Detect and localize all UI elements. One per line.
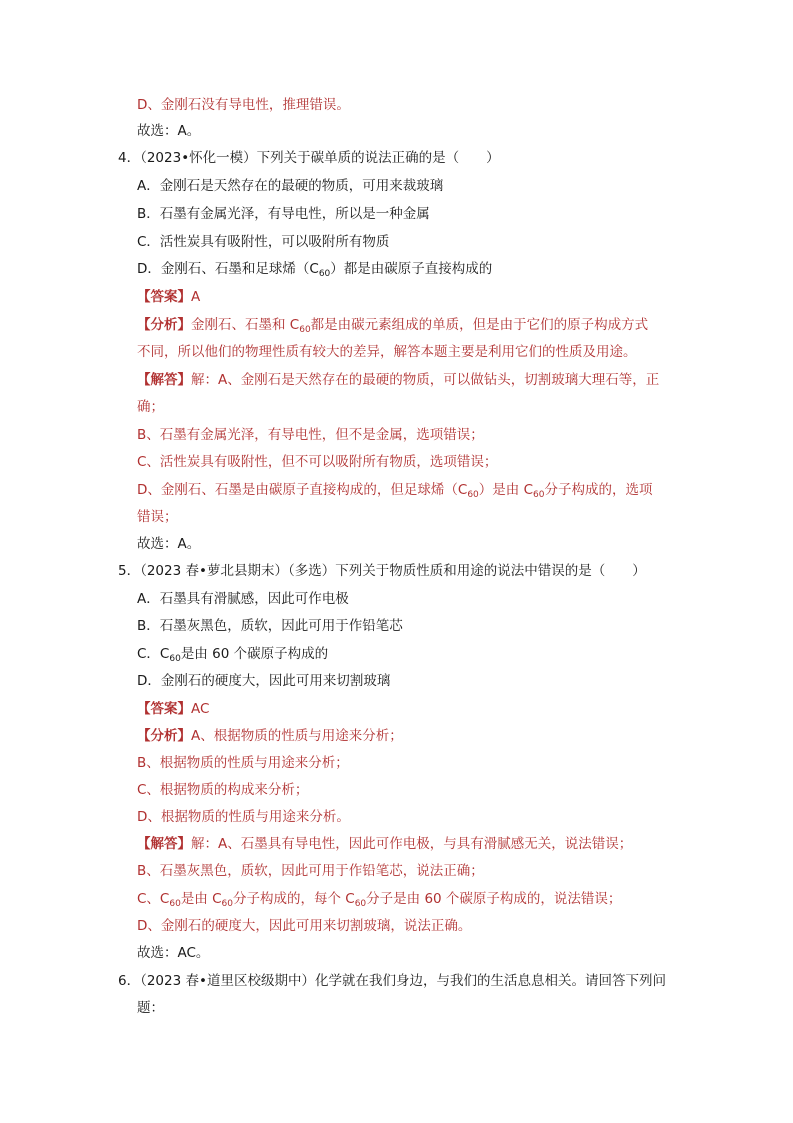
answer-tag: 【答案】	[137, 701, 191, 717]
q5-result: 故选：AC。	[137, 945, 210, 961]
q5-solution-b: B、石墨灰黑色，质软，因此可用于作铅笔芯，说法正确；	[137, 863, 484, 879]
q5-analysis-d: D、根据物质的性质与用途来分析。	[137, 809, 350, 825]
q5-analysis-c: C、根据物质的构成来分析；	[137, 782, 309, 798]
q4-analysis-1-sub: 60	[299, 325, 311, 335]
q5-option-d: D．金刚石的硬度大，因此可用来切割玻璃	[137, 673, 391, 689]
q5-solution-c-sub3: 60	[354, 899, 367, 909]
q5-solution-c-sub2: 60	[221, 899, 233, 909]
q5-solution-c-sub1: 60	[169, 899, 181, 909]
q5-solution-c-mid2: 分子构成的，每个 C	[232, 891, 355, 907]
q4-solution-line2: 确；	[137, 399, 164, 415]
q5-solution-a	[137, 834, 632, 854]
q3-solution-d: D、金刚石没有导电性，推理错误。	[137, 97, 350, 113]
q4-analysis-line2: 不同，所以他们的物理性质有较大的差异，解答本题主要是利用它们的性质及用途。	[137, 344, 637, 360]
solution-tag: 【解答】	[137, 372, 191, 388]
q5-option-c	[137, 644, 328, 664]
q5-analysis-b: B、根据物质的性质与用途来分析；	[137, 755, 349, 771]
q5-analysis-a-text: A、根据物质的性质与用途来分析；	[191, 728, 403, 744]
q5-option-a: A．石墨具有滑腻感，因此可作电极	[137, 591, 349, 607]
analysis-tag: 【分析】	[137, 728, 191, 744]
q5-solution-c-pre: C、C	[137, 891, 170, 907]
q5-option-c-sub: 60	[169, 654, 181, 664]
q5-option-c-post: 是由 60 个碳原子构成的	[180, 646, 329, 662]
q4-solution-line1	[137, 370, 659, 390]
q4-analysis-line1	[137, 315, 648, 335]
q4-option-b: B．石墨有金属光泽，有导电性，所以是一种金属	[137, 206, 430, 222]
q4-solution-d-mid: ）是由 C	[478, 482, 533, 498]
q4-option-d	[137, 259, 492, 279]
q5-solution-a-text: 解：A、石墨具有导电性，因此可作电极，与具有滑腻感无关，说法错误；	[191, 836, 633, 852]
q4-option-d-post: ）都是由碳原子直接构成的	[330, 261, 493, 277]
q5-analysis-a	[137, 726, 403, 746]
q5-option-c-pre: C．C	[137, 646, 170, 662]
q5-solution-c	[137, 889, 621, 909]
q4-solution-1: 解：A、金刚石是天然存在的最硬的物质，可以做钻头，切割玻璃大理石等，正	[191, 372, 660, 388]
q4-solution-d-post: 分子构成的，选项	[544, 482, 653, 498]
q4-result: 故选：A。	[137, 536, 201, 552]
analysis-tag: 【分析】	[137, 317, 191, 333]
answer-value: AC	[191, 701, 210, 717]
q5-stem: 5．（2023 春•萝北县期末）（多选）下列关于物质性质和用途的说法中错误的是（ ）	[118, 563, 646, 579]
q6-stem-line2: 题：	[137, 1000, 164, 1016]
q4-option-d-sub: 60	[318, 269, 331, 279]
q4-solution-d-sub1: 60	[467, 490, 479, 500]
solution-tag: 【解答】	[137, 836, 191, 852]
q4-solution-c: C、活性炭具有吸附性，但不可以吸附所有物质，选项错误；	[137, 454, 498, 470]
q5-solution-c-mid: 是由 C	[180, 891, 222, 907]
q4-analysis-1-pre: 金刚石、石墨和 C	[191, 317, 300, 333]
q5-answer	[137, 699, 209, 719]
q5-option-b: B．石墨灰黑色，质软，因此可用于作铅笔芯	[137, 618, 403, 634]
q4-stem: 4．（2023•怀化一模）下列关于碳单质的说法正确的是（ ）	[118, 150, 500, 166]
q5-solution-d: D、金刚石的硬度大，因此可用来切割玻璃，说法正确。	[137, 918, 472, 934]
q4-solution-d-line2: 错误；	[137, 509, 178, 525]
q5-solution-c-post: 分子是由 60 个碳原子构成的，说法错误；	[366, 891, 622, 907]
q4-answer	[137, 287, 200, 307]
q4-option-c: C．活性炭具有吸附性，可以吸附所有物质	[137, 234, 390, 250]
answer-tag: 【答案】	[137, 289, 191, 305]
q4-option-a: A．金刚石是天然存在的最硬的物质，可用来裁玻璃	[137, 178, 444, 194]
q4-solution-d-pre: D、金刚石、石墨是由碳原子直接构成的，但足球烯（C	[137, 482, 468, 498]
q6-stem-line1: 6．（2023 春•道里区校级期中）化学就在我们身边，与我们的生活息息相关。请回答下列问	[118, 973, 666, 989]
q4-solution-d	[137, 480, 652, 500]
q3-result: 故选：A。	[137, 123, 201, 139]
answer-value: A	[191, 289, 201, 305]
q4-option-d-pre: D．金刚石、石墨和足球烯（C	[137, 261, 319, 277]
q4-solution-b: B、石墨有金属光泽，有导电性，但不是金属，选项错误；	[137, 427, 484, 443]
q4-solution-d-sub2: 60	[533, 490, 545, 500]
q4-analysis-1-post: 都是由碳元素组成的单质，但是由于它们的原子构成方式	[310, 317, 649, 333]
